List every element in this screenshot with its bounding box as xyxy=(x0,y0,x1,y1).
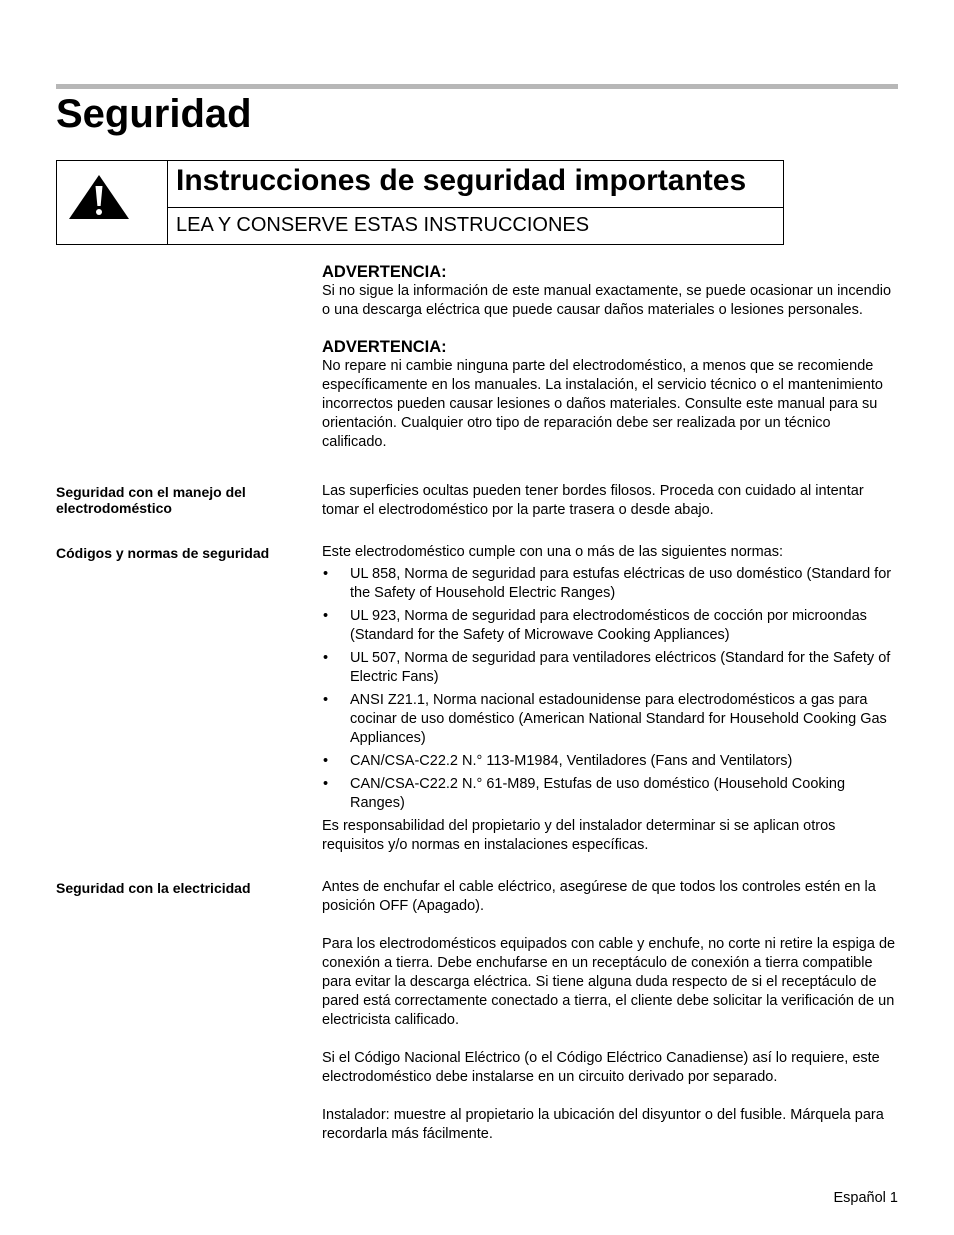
section-outro: Es responsabilidad del propietario y del instalador determinar si se aplican otros requisitos y/o normas en instalaciones específicas. xyxy=(322,818,836,853)
section-paragraph: Para los electrodomésticos equipados con cable y enchufe, no corte ni retire la espiga de conexión a tierra. Debe enchufarse en un receptáculo de conexión a tierra compatible para evitar la descarga eléctrica. Si tiene alguna duda respecto de si el receptáculo de pared está correctamente conectado a tierra, el cliente debe solicitar la verificación de un electricista calificado. xyxy=(322,936,896,1028)
safety-box-subtitle: LEA Y CONSERVE ESTAS INSTRUCCIONES xyxy=(176,214,590,236)
page-title: Seguridad xyxy=(56,92,252,136)
bullet: • xyxy=(323,776,329,792)
section-body xyxy=(322,878,898,1144)
section-label: Seguridad con la electricidad xyxy=(56,880,251,896)
section-label: Códigos y normas de seguridad xyxy=(56,545,270,561)
list-item: • UL 923, Norma de seguridad para electrodomésticos de cocción por microondas (Standard for the Safety of Microwave Cooking Appliances) xyxy=(323,608,867,643)
warning-icon-cell xyxy=(57,161,168,244)
warning-heading: ADVERTENCIA: xyxy=(322,263,447,281)
section-handling xyxy=(56,482,898,520)
warning-text: Si no sigue la información de este manual exactamente, se puede ocasionar un incendio o una descarga eléctrica que puede causar daños materiales o lesiones personales. xyxy=(322,283,892,318)
list-item: • CAN/CSA-C22.2 N.° 61-M89, Estufas de uso doméstico (Household Cooking Ranges) xyxy=(323,776,846,811)
bullet: • xyxy=(323,566,329,582)
section-electrical xyxy=(56,878,898,1144)
list-item: • ANSI Z21.1, Norma nacional estadounidense para electrodomésticos a gas para cocinar de uso doméstico (American National Standard for Household Cooking Gas Appliances) xyxy=(323,692,887,746)
section-body xyxy=(322,482,898,520)
section-label: Seguridad con el manejo del electrodoméstico xyxy=(56,484,246,516)
bullet: • xyxy=(323,692,329,708)
list-item: • UL 858, Norma de seguridad para estufas eléctricas de uso doméstico (Standard for the Safety of Household Electric Ranges) xyxy=(323,566,892,601)
bullet: • xyxy=(323,650,329,666)
section-paragraph: Antes de enchufar el cable eléctrico, asegúrese de que todos los controles estén en la posición OFF (Apagado). xyxy=(322,879,876,914)
warning-triangle-icon xyxy=(67,173,131,221)
warning-block xyxy=(322,262,898,320)
top-rule xyxy=(56,84,898,89)
standards-list xyxy=(322,565,898,813)
bullet: • xyxy=(323,608,329,624)
section-intro: Este electrodoméstico cumple con una o más de las siguientes normas: xyxy=(322,544,784,560)
section-text: Las superficies ocultas pueden tener bordes filosos. Proceda con cuidado al intentar tomar el electrodoméstico por la parte trasera o desde abajo. xyxy=(322,483,864,518)
safety-box-title: Instrucciones de seguridad importantes xyxy=(176,164,747,197)
warning-heading: ADVERTENCIA: xyxy=(322,338,447,356)
safety-box-divider xyxy=(167,207,783,208)
page-footer: Español 1 xyxy=(833,1190,898,1206)
list-item: • CAN/CSA-C22.2 N.° 113-M1984, Ventiladores (Fans and Ventilators) xyxy=(323,753,793,769)
bullet: • xyxy=(323,753,329,769)
safety-instructions-box xyxy=(56,160,784,245)
list-item: • UL 507, Norma de seguridad para ventiladores eléctricos (Standard for the Safety of Electric Fans) xyxy=(323,650,891,685)
section-codes xyxy=(56,543,898,855)
warning-text: No repare ni cambie ninguna parte del electrodoméstico, a menos que se recomiende específicamente en los manuales. La instalación, el servicio técnico o el mantenimiento incorrectos pueden causar lesiones o daños materiales. Consulte este manual para su orientación. Cualquier otro tipo de reparación debe ser realizada por un técnico calificado. xyxy=(322,358,883,450)
warning-block xyxy=(322,337,898,452)
section-paragraph: Si el Código Nacional Eléctrico (o el Código Eléctrico Canadiense) así lo requiere, este electrodoméstico debe instalarse en un circuito derivado por separado. xyxy=(322,1050,880,1085)
section-body xyxy=(322,543,898,855)
main-content xyxy=(56,262,898,1167)
section-paragraph: Instalador: muestre al propietario la ubicación del disyuntor o del fusible. Márquela para recordarla más fácilmente. xyxy=(322,1107,884,1142)
